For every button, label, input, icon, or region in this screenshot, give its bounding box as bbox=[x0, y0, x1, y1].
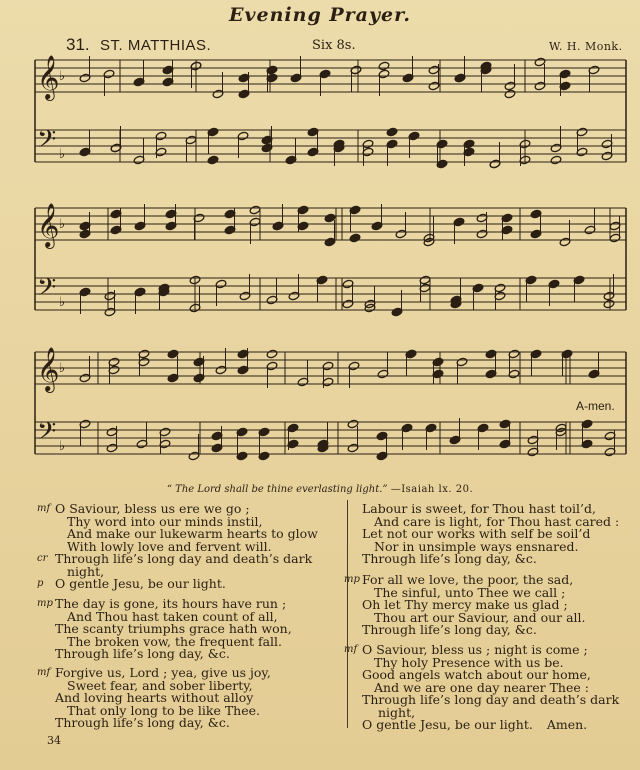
key-signature: ♭ bbox=[59, 361, 66, 376]
verse-line bbox=[55, 717, 271, 730]
verse-5 bbox=[344, 572, 586, 637]
verse-line-text: night, bbox=[67, 563, 105, 579]
key-signature: ♭ bbox=[59, 147, 66, 162]
verse-line-text: Labour is sweet, for Thou hast toil’d, bbox=[362, 501, 596, 516]
note-head bbox=[378, 61, 390, 71]
treble-clef: 𝄞 bbox=[37, 203, 60, 247]
tune-name: ST. MATTHIAS. bbox=[100, 37, 212, 54]
key-signature: ♭ bbox=[59, 69, 66, 84]
dynamic-mark: mf bbox=[344, 644, 358, 655]
verse-line bbox=[362, 624, 586, 637]
verse-line-text: And care is light, for Thou hast cared : bbox=[374, 513, 620, 529]
hymn-number: 31. bbox=[66, 35, 90, 54]
verse-line-text: Sweet fear, and sober liberty, bbox=[67, 677, 253, 693]
treble-clef: 𝄞 bbox=[37, 55, 60, 99]
key-signature: ♭ bbox=[59, 295, 66, 310]
verse-line-text: Nor in unsimple ways ensnared. bbox=[374, 538, 579, 554]
verse-line-text: For all we love, the poor, the sad, bbox=[362, 572, 574, 587]
note-head bbox=[550, 155, 562, 165]
note-head bbox=[504, 89, 516, 99]
verse-line-text: Thy word into our minds instil, bbox=[67, 513, 263, 529]
verse-line-text: And we are one day nearer Thee : bbox=[374, 679, 589, 695]
page-title: Evening Prayer. bbox=[229, 4, 411, 26]
note-head bbox=[349, 233, 361, 243]
dynamic-mark: cr bbox=[37, 553, 48, 564]
verse-line-text: Thy holy Presence with us be. bbox=[374, 654, 564, 670]
verse-line-text: The sinful, unto Thee we call ; bbox=[374, 584, 566, 600]
verse-1 bbox=[37, 501, 318, 591]
note-head bbox=[249, 205, 261, 215]
verse-line-text: Forgive us, Lord ; yea, give us joy, bbox=[55, 665, 271, 680]
note-head bbox=[405, 349, 417, 359]
verse-line-text: Thou art our Saviour, and our all. bbox=[374, 609, 586, 625]
note-head bbox=[272, 221, 284, 231]
key-signature: ♭ bbox=[59, 217, 66, 232]
dynamic-mark: mp bbox=[344, 574, 360, 585]
note-head bbox=[266, 349, 278, 359]
note-head bbox=[603, 299, 615, 309]
verse-line-text: Through life’s long day, &c. bbox=[362, 622, 537, 637]
verse-line-text: Let not our works with self be soil’d bbox=[362, 526, 591, 541]
note-head bbox=[454, 73, 466, 83]
verse-line bbox=[55, 648, 292, 661]
verse-line-text: And make our lukewarm hearts to glow bbox=[67, 526, 318, 541]
verse-line-text: Through life’s long day and death’s dark bbox=[55, 551, 313, 566]
verse-6 bbox=[344, 642, 620, 732]
verse-line-text: night, bbox=[378, 704, 416, 720]
verse-line-text: With lowly love and fervent will. bbox=[67, 538, 272, 554]
verse-3 bbox=[37, 665, 271, 730]
verse-line-text: O Saviour, bless us ; night is come ; bbox=[362, 642, 588, 657]
verse-line-text: O gentle Jesu, be our light. bbox=[362, 717, 533, 732]
verse-line-text: The broken vow, the frequent fall. bbox=[67, 633, 282, 649]
note-head bbox=[386, 127, 398, 137]
verse-2 bbox=[37, 596, 292, 661]
page-number: 34 bbox=[47, 734, 61, 747]
verse-line-text: The day is gone, its hours have run ; bbox=[55, 596, 287, 611]
scripture-quote: “ The Lord shall be thine everlasting light.” bbox=[166, 484, 388, 495]
scripture-reference: —Isaiah lx. 20. bbox=[390, 484, 474, 495]
amen-label: A-men. bbox=[576, 399, 615, 413]
treble-clef: 𝄞 bbox=[37, 347, 60, 391]
verse-line-text: Through life’s long day, &c. bbox=[362, 551, 537, 566]
verse-line-text: Through life’s long day and death’s dark bbox=[362, 692, 620, 707]
verse-line-text: And Thou hast taken count of all, bbox=[67, 608, 278, 624]
verse-line bbox=[37, 576, 318, 591]
verse-line-text: And loving hearts without alloy bbox=[55, 690, 254, 705]
dynamic-mark: mf bbox=[37, 503, 51, 514]
verse-line-text: That only long to be like Thee. bbox=[67, 702, 260, 718]
verse-line-text: Good angels watch about our home, bbox=[362, 667, 591, 682]
verse-line-text: Through life’s long day, &c. bbox=[55, 715, 230, 730]
note-head bbox=[207, 155, 219, 165]
composer: W. H. Monk. bbox=[549, 40, 623, 53]
bass-clef: 𝄢 bbox=[37, 125, 57, 160]
verse-line bbox=[362, 719, 619, 732]
meter: Six 8s. bbox=[312, 38, 356, 53]
dynamic-mark: mp bbox=[37, 598, 53, 609]
verse-line-text: O gentle Jesu, be our light. bbox=[55, 576, 226, 591]
bass-clef: 𝄢 bbox=[37, 273, 57, 308]
scripture-citation bbox=[0, 484, 640, 495]
key-signature: ♭ bbox=[59, 439, 66, 454]
note-head bbox=[134, 287, 146, 297]
column-divider bbox=[347, 500, 348, 728]
verse-line bbox=[362, 553, 619, 566]
verse-line-text: Oh let Thy mercy make us glad ; bbox=[362, 597, 568, 612]
dynamic-mark: p bbox=[37, 578, 44, 589]
verse-4 bbox=[362, 503, 619, 566]
dynamic-mark: mf bbox=[37, 667, 51, 678]
bass-clef: 𝄢 bbox=[37, 417, 57, 452]
amen-ending: Amen. bbox=[546, 717, 588, 732]
verse-line-text: O Saviour, bless us ere we go ; bbox=[55, 501, 250, 516]
verse-line-text: The scanty triumphs grace hath won, bbox=[55, 621, 292, 636]
verse-line-text: Through life’s long day, &c. bbox=[55, 646, 230, 661]
